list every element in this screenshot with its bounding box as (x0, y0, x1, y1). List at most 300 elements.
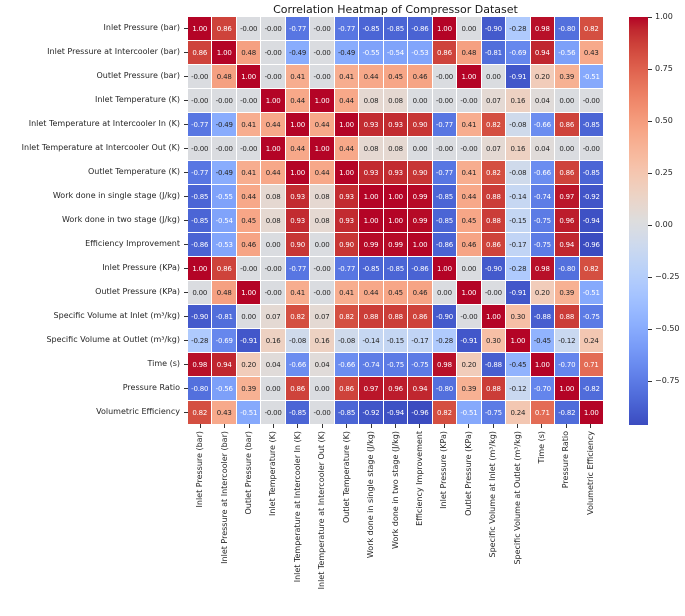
heatmap-cell: 0.48 (457, 41, 480, 64)
heatmap-cell: 0.86 (286, 377, 309, 400)
heatmap-cell: 0.04 (531, 137, 554, 160)
x-tick-mark (541, 424, 542, 428)
heatmap-cell: -0.00 (433, 89, 456, 112)
heatmap-cell: -0.08 (335, 329, 358, 352)
heatmap-cell: 0.45 (384, 65, 407, 88)
heatmap-cell: 0.43 (580, 41, 603, 64)
heatmap-cell: -0.51 (580, 281, 603, 304)
heatmap-cell: 0.88 (555, 305, 578, 328)
heatmap-cell: -0.75 (482, 401, 505, 424)
heatmap-cell: 0.86 (335, 377, 358, 400)
y-tick-label: Specific Volume at Inlet (m³/kg) (53, 310, 180, 320)
heatmap-cell: 0.41 (335, 281, 358, 304)
x-tick-mark (273, 424, 274, 428)
heatmap-cell: -0.49 (212, 161, 235, 184)
y-tick-mark (184, 220, 188, 221)
heatmap-cell: 1.00 (555, 377, 578, 400)
heatmap-cell: 0.48 (237, 41, 260, 64)
colorbar-tick-label: 0.75 (655, 64, 673, 74)
heatmap-cell: 0.07 (482, 89, 505, 112)
colorbar-tick-mark (648, 17, 652, 18)
heatmap-cell: -0.28 (433, 329, 456, 352)
heatmap-cell: -0.92 (359, 401, 382, 424)
x-tick-label: Outlet Pressure (bar) (244, 431, 254, 515)
heatmap-cell: -0.15 (506, 209, 529, 232)
heatmap-cell: -0.77 (335, 17, 358, 40)
y-tick-label: Outlet Pressure (bar) (96, 71, 180, 81)
heatmap-cell: 0.90 (408, 161, 431, 184)
heatmap-cell: 0.20 (531, 281, 554, 304)
heatmap-cell: -0.70 (531, 377, 554, 400)
x-tick-mark (493, 424, 494, 428)
heatmap-cell: 0.08 (261, 185, 284, 208)
heatmap-cell: 0.00 (237, 305, 260, 328)
x-tick-label: Work done in single stage (J/kg) (366, 431, 376, 559)
heatmap-cell: -0.85 (286, 401, 309, 424)
heatmap-cell: -0.12 (506, 377, 529, 400)
heatmap-cell: 0.93 (384, 161, 407, 184)
heatmap-cell: -0.08 (286, 329, 309, 352)
y-tick-mark (184, 292, 188, 293)
heatmap-cell: -0.00 (188, 65, 211, 88)
heatmap-cell: 0.86 (555, 161, 578, 184)
heatmap-cell: 1.00 (384, 209, 407, 232)
heatmap-cell: 0.88 (482, 377, 505, 400)
colorbar-tick-mark (648, 277, 652, 278)
heatmap-cell: -0.00 (457, 137, 480, 160)
y-tick-mark (184, 364, 188, 365)
heatmap-cell: 0.97 (555, 185, 578, 208)
x-tick-mark (346, 424, 347, 428)
heatmap-cell: 0.16 (506, 89, 529, 112)
heatmap-cell: 0.86 (555, 113, 578, 136)
heatmap-cell: -0.28 (188, 329, 211, 352)
heatmap-cell: 0.00 (555, 89, 578, 112)
heatmap-cell: 0.48 (212, 281, 235, 304)
heatmap-cell: -0.08 (506, 161, 529, 184)
heatmap-cell: -0.75 (384, 353, 407, 376)
heatmap-cell: -0.51 (457, 401, 480, 424)
x-tick-label: Outlet Pressure (KPa) (463, 431, 473, 516)
heatmap-cell: 1.00 (335, 161, 358, 184)
heatmap-cell: -0.85 (384, 257, 407, 280)
heatmap-cell: -0.88 (482, 353, 505, 376)
heatmap-cell: 1.00 (286, 113, 309, 136)
heatmap-cell: 0.44 (457, 185, 480, 208)
heatmap-cell: -0.85 (359, 17, 382, 40)
heatmap-cell: -0.00 (261, 257, 284, 280)
heatmap-cell: -0.85 (580, 113, 603, 136)
heatmap-cell: -0.53 (212, 233, 235, 256)
heatmap-cell: -0.85 (359, 257, 382, 280)
y-tick-label: Inlet Temperature at Intercooler In (K) (28, 119, 180, 129)
heatmap-cell: -0.55 (212, 185, 235, 208)
heatmap-cell: 0.94 (531, 41, 554, 64)
heatmap-cell: 0.93 (359, 161, 382, 184)
y-tick-mark (184, 172, 188, 173)
heatmap-cell: 0.41 (286, 65, 309, 88)
heatmap-cell: 0.90 (408, 113, 431, 136)
heatmap-cell: 0.00 (555, 137, 578, 160)
heatmap-cell: -0.82 (555, 401, 578, 424)
heatmap-cell: 0.86 (482, 233, 505, 256)
heatmap-cell: -0.00 (310, 41, 333, 64)
heatmap-cell: -0.81 (212, 305, 235, 328)
heatmap-cell: 0.07 (261, 305, 284, 328)
heatmap-cell: 0.44 (310, 161, 333, 184)
heatmap-cell: 0.46 (408, 281, 431, 304)
heatmap-cell: -0.28 (506, 17, 529, 40)
heatmap-cell: 0.93 (286, 185, 309, 208)
heatmap-cell: 0.45 (237, 209, 260, 232)
heatmap-cell: -0.00 (310, 65, 333, 88)
y-tick-mark (184, 244, 188, 245)
heatmap-cell: -0.75 (531, 209, 554, 232)
heatmap-cell: -0.00 (580, 137, 603, 160)
heatmap-cell: 1.00 (261, 89, 284, 112)
heatmap-cell: 0.00 (457, 257, 480, 280)
heatmap-cell: 0.98 (531, 17, 554, 40)
heatmap-cell: 0.82 (188, 401, 211, 424)
heatmap-grid (188, 17, 603, 424)
heatmap-cell: -0.66 (531, 161, 554, 184)
heatmap-cell: -0.81 (482, 41, 505, 64)
heatmap-cell: 1.00 (359, 185, 382, 208)
heatmap-cell: 0.82 (580, 17, 603, 40)
heatmap-cell: -0.85 (433, 209, 456, 232)
heatmap-cell: 0.00 (408, 89, 431, 112)
heatmap-cell: 0.44 (359, 65, 382, 88)
heatmap-cell: -0.85 (580, 161, 603, 184)
heatmap-cell: 0.41 (286, 281, 309, 304)
heatmap-cell: 0.30 (482, 329, 505, 352)
heatmap-cell: 0.20 (531, 65, 554, 88)
heatmap-cell: 0.94 (408, 377, 431, 400)
heatmap-cell: -0.80 (433, 377, 456, 400)
heatmap-cell: 0.04 (310, 353, 333, 376)
heatmap-cell: -0.56 (212, 377, 235, 400)
heatmap-cell: -0.91 (506, 281, 529, 304)
colorbar-tick-mark (648, 225, 652, 226)
colorbar-tick-label: 0.50 (655, 116, 673, 126)
heatmap-cell: -0.85 (188, 209, 211, 232)
colorbar-tick-mark (648, 329, 652, 330)
heatmap-cell: -0.00 (261, 401, 284, 424)
y-tick-mark (184, 148, 188, 149)
heatmap-cell: 1.00 (310, 89, 333, 112)
y-tick-label: Specific Volume at Outlet (m³/kg) (46, 334, 180, 344)
heatmap-cell: -0.51 (580, 65, 603, 88)
heatmap-cell: -0.94 (580, 209, 603, 232)
heatmap-cell: 0.96 (555, 209, 578, 232)
heatmap-cell: -0.77 (433, 161, 456, 184)
heatmap-cell: 0.86 (212, 257, 235, 280)
heatmap-cell: 0.00 (310, 377, 333, 400)
heatmap-cell: -0.00 (237, 137, 260, 160)
colorbar-tick-label: 0.00 (655, 220, 673, 230)
heatmap-cell: -0.00 (261, 65, 284, 88)
heatmap-cell: -0.86 (408, 257, 431, 280)
heatmap-cell: 0.41 (237, 161, 260, 184)
heatmap-cell: -0.00 (482, 281, 505, 304)
heatmap-cell: 0.16 (261, 329, 284, 352)
heatmap-cell: 0.46 (408, 65, 431, 88)
heatmap-cell: 0.93 (286, 209, 309, 232)
heatmap-cell: 0.04 (531, 89, 554, 112)
heatmap-cell: -0.17 (408, 329, 431, 352)
heatmap-cell: -0.77 (286, 17, 309, 40)
heatmap-cell: -0.00 (310, 281, 333, 304)
heatmap-cell: 0.94 (212, 353, 235, 376)
heatmap-cell: 0.46 (237, 233, 260, 256)
heatmap-cell: 0.08 (359, 89, 382, 112)
heatmap-cell: -0.86 (433, 233, 456, 256)
heatmap-cell: -0.75 (531, 233, 554, 256)
heatmap-cell: 0.45 (457, 209, 480, 232)
heatmap-cell: 0.93 (359, 113, 382, 136)
heatmap-cell: -0.00 (212, 89, 235, 112)
heatmap-cell: -0.85 (188, 185, 211, 208)
heatmap-cell: 0.86 (433, 41, 456, 64)
x-tick-label: Inlet Pressure at Intercooler (bar) (219, 431, 229, 564)
x-tick-mark (297, 424, 298, 428)
heatmap-cell: 0.82 (335, 305, 358, 328)
heatmap-cell: 0.44 (286, 89, 309, 112)
heatmap-cell: -0.08 (506, 113, 529, 136)
heatmap-cell: 1.00 (237, 281, 260, 304)
y-tick-label: Volumetric Efficiency (96, 406, 180, 416)
heatmap-cell: 0.24 (506, 401, 529, 424)
heatmap-cell: 0.98 (531, 257, 554, 280)
y-tick-mark (184, 268, 188, 269)
heatmap-cell: -0.66 (531, 113, 554, 136)
heatmap-cell: -0.28 (506, 257, 529, 280)
heatmap-cell: -0.77 (286, 257, 309, 280)
y-tick-label: Inlet Temperature (K) (95, 95, 180, 105)
heatmap-cell: -0.45 (531, 329, 554, 352)
heatmap-cell: 0.00 (261, 233, 284, 256)
y-tick-mark (184, 100, 188, 101)
heatmap-cell: 1.00 (212, 41, 235, 64)
heatmap-cell: -0.66 (286, 353, 309, 376)
heatmap-cell: -0.94 (384, 401, 407, 424)
heatmap-cell: 0.99 (408, 185, 431, 208)
heatmap-cell: 0.00 (310, 233, 333, 256)
heatmap-cell: 0.82 (286, 305, 309, 328)
heatmap-cell: 1.00 (408, 233, 431, 256)
colorbar-tick-mark (648, 381, 652, 382)
x-tick-label: Inlet Temperature at Intercooler Out (K) (317, 431, 327, 590)
heatmap-cell: 1.00 (261, 137, 284, 160)
heatmap-cell: 1.00 (531, 353, 554, 376)
heatmap-cell: 0.16 (506, 137, 529, 160)
x-tick-mark (200, 424, 201, 428)
x-tick-mark (444, 424, 445, 428)
heatmap-cell: 0.44 (359, 281, 382, 304)
heatmap-cell: 0.44 (261, 161, 284, 184)
heatmap-cell: 0.00 (457, 17, 480, 40)
y-tick-label: Work done in two stage (J/kg) (61, 215, 180, 224)
y-tick-mark (184, 124, 188, 125)
heatmap-cell: -0.80 (555, 17, 578, 40)
heatmap-cell: 0.41 (335, 65, 358, 88)
colorbar-tick-mark (648, 69, 652, 70)
heatmap-cell: -0.85 (433, 185, 456, 208)
heatmap-cell: -0.54 (384, 41, 407, 64)
heatmap-cell: 0.20 (237, 353, 260, 376)
heatmap-cell: -0.51 (237, 401, 260, 424)
heatmap-cell: -0.96 (408, 401, 431, 424)
heatmap-cell: -0.00 (310, 401, 333, 424)
heatmap-cell: 0.39 (555, 65, 578, 88)
y-tick-mark (184, 76, 188, 77)
heatmap-cell: -0.17 (506, 233, 529, 256)
heatmap-cell: 0.00 (408, 137, 431, 160)
x-tick-mark (224, 424, 225, 428)
heatmap-cell: 0.97 (359, 377, 382, 400)
heatmap-cell: -0.90 (482, 257, 505, 280)
colorbar-tick-label: 1.00 (655, 12, 673, 21)
heatmap-cell: -0.49 (212, 113, 235, 136)
heatmap-cell: -0.86 (188, 233, 211, 256)
heatmap-cell: 0.88 (384, 305, 407, 328)
heatmap-cell: 1.00 (384, 185, 407, 208)
heatmap-cell: 0.07 (310, 305, 333, 328)
heatmap-cell: 0.98 (433, 353, 456, 376)
heatmap-cell: -0.86 (408, 17, 431, 40)
heatmap-cell: 0.45 (384, 281, 407, 304)
heatmap-cell: 1.00 (506, 329, 529, 352)
heatmap-cell: -0.56 (555, 41, 578, 64)
heatmap-cell: -0.54 (212, 209, 235, 232)
heatmap-cell: 0.71 (580, 353, 603, 376)
heatmap-cell: -0.00 (188, 89, 211, 112)
heatmap-cell: 1.00 (457, 281, 480, 304)
heatmap-cell: -0.00 (457, 89, 480, 112)
x-tick-label: Inlet Temperature (K) (268, 431, 278, 516)
heatmap-cell: 0.00 (188, 281, 211, 304)
x-tick-label: Volumetric Efficiency (585, 431, 595, 515)
heatmap-cell: -0.77 (433, 113, 456, 136)
colorbar-gradient (629, 17, 648, 425)
x-tick-label: Inlet Temperature at Intercooler In (K) (292, 431, 302, 583)
y-tick-label: Outlet Temperature (K) (87, 167, 180, 177)
y-tick-label: Outlet Pressure (KPa) (95, 286, 180, 296)
heatmap-cell: 0.00 (261, 377, 284, 400)
heatmap-cell: -0.15 (384, 329, 407, 352)
x-tick-mark (419, 424, 420, 428)
heatmap-cell: 0.99 (408, 209, 431, 232)
heatmap-cell: -0.00 (237, 257, 260, 280)
heatmap-cell: -0.00 (261, 41, 284, 64)
heatmap-cell: -0.00 (212, 137, 235, 160)
heatmap-cell: -0.90 (188, 305, 211, 328)
heatmap-cell: 0.82 (433, 401, 456, 424)
x-tick-mark (468, 424, 469, 428)
heatmap-cell: -0.85 (384, 17, 407, 40)
heatmap-cell: 0.44 (335, 137, 358, 160)
heatmap-cell: 0.93 (335, 209, 358, 232)
x-tick-label: Inlet Pressure (bar) (195, 431, 205, 508)
heatmap-cell: -0.53 (408, 41, 431, 64)
y-tick-mark (184, 388, 188, 389)
heatmap-cell: -0.00 (457, 305, 480, 328)
y-tick-label: Inlet Pressure (KPa) (102, 262, 180, 272)
heatmap-cell: 0.99 (359, 233, 382, 256)
heatmap-cell: -0.12 (555, 329, 578, 352)
heatmap-cell: 0.82 (482, 161, 505, 184)
heatmap-cell: 0.44 (286, 137, 309, 160)
heatmap-cell: 0.88 (482, 209, 505, 232)
heatmap-cell: 0.44 (310, 113, 333, 136)
heatmap-cell: 0.99 (384, 233, 407, 256)
heatmap-cell: 0.08 (310, 209, 333, 232)
colorbar-tick-label: −0.50 (655, 324, 680, 334)
heatmap-cell: -0.96 (580, 233, 603, 256)
heatmap-cell: 1.00 (359, 209, 382, 232)
heatmap-cell: -0.90 (482, 17, 505, 40)
heatmap-cell: -0.82 (580, 377, 603, 400)
heatmap-cell: 0.41 (457, 113, 480, 136)
heatmap-cell: -0.77 (188, 161, 211, 184)
heatmap-cell: 1.00 (335, 113, 358, 136)
heatmap-cell: -0.00 (580, 89, 603, 112)
heatmap-cell: 0.90 (335, 233, 358, 256)
heatmap-cell: -0.45 (506, 353, 529, 376)
heatmap-cell: 0.96 (384, 377, 407, 400)
y-tick-mark (184, 412, 188, 413)
x-tick-label: Efficiency Improvement (414, 431, 424, 526)
heatmap-cell: -0.75 (580, 305, 603, 328)
heatmap-cell: 0.39 (457, 377, 480, 400)
heatmap-cell: 0.46 (457, 233, 480, 256)
heatmap-cell: 1.00 (310, 137, 333, 160)
y-tick-mark (184, 28, 188, 29)
heatmap-cell: -0.77 (188, 113, 211, 136)
heatmap-cell: 0.86 (188, 41, 211, 64)
x-tick-mark (322, 424, 323, 428)
heatmap-cell: 0.71 (531, 401, 554, 424)
heatmap-cell: -0.00 (433, 65, 456, 88)
chart-title: Correlation Heatmap of Compressor Dataset (273, 3, 518, 16)
heatmap-cell: 0.08 (261, 209, 284, 232)
heatmap-cell: 0.24 (580, 329, 603, 352)
heatmap-cell: -0.80 (188, 377, 211, 400)
heatmap-cell: -0.66 (335, 353, 358, 376)
heatmap-cell: 0.43 (212, 401, 235, 424)
heatmap-cell: 0.00 (482, 65, 505, 88)
heatmap-cell: 0.86 (212, 17, 235, 40)
heatmap-cell: 0.48 (212, 65, 235, 88)
y-tick-label: Inlet Temperature at Intercooler Out (K) (21, 143, 180, 153)
heatmap-cell: -0.00 (188, 137, 211, 160)
heatmap-cell: -0.75 (408, 353, 431, 376)
heatmap-cell: 0.41 (237, 113, 260, 136)
heatmap-cell: 0.39 (555, 281, 578, 304)
heatmap-cell: 0.94 (555, 233, 578, 256)
heatmap-cell: 0.04 (261, 353, 284, 376)
x-tick-label: Pressure Ratio (561, 431, 571, 489)
heatmap-cell: -0.92 (580, 185, 603, 208)
heatmap-cell: 1.00 (457, 65, 480, 88)
y-tick-mark (184, 196, 188, 197)
y-tick-label: Pressure Ratio (122, 382, 180, 392)
x-tick-label: Specific Volume at Inlet (m³/kg) (488, 431, 498, 558)
heatmap-cell: -0.90 (433, 305, 456, 328)
heatmap-cell: 0.88 (482, 185, 505, 208)
heatmap-cell: 0.08 (310, 185, 333, 208)
x-tick-mark (249, 424, 250, 428)
